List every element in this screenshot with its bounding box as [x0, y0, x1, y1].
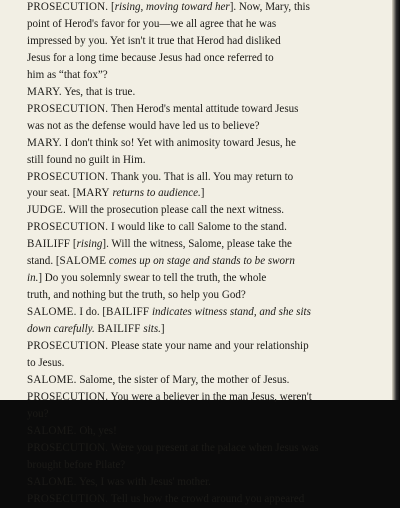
- text-line: [27, 457, 382, 474]
- stage-direction: in.: [27, 272, 39, 285]
- dialogue-text-column: [27, 0, 382, 508]
- text-line: [27, 321, 382, 338]
- text-line: [27, 474, 382, 491]
- dialogue-text: ] Do you solemnly swear to tell the truth, the whole: [38, 272, 267, 285]
- dialogue-text: Will the prosecution please call the next witness.: [65, 204, 285, 217]
- text-line: [27, 219, 382, 236]
- dialogue-text: point of Herod's favor for you—we all agree that he was: [27, 17, 277, 30]
- dialogue-text: brought before Pilate?: [27, 458, 126, 471]
- speaker-name: PROSECUTION.: [27, 221, 109, 234]
- speaker-name: BAILIFF: [27, 238, 71, 251]
- dialogue-paragraph: [27, 372, 382, 389]
- speaker-name: PROSECUTION.: [27, 1, 109, 13]
- dialogue-text: Thank you. That is all. You may return to: [108, 170, 294, 183]
- text-line: [27, 185, 382, 202]
- text-line: [27, 135, 382, 152]
- dialogue-text: Yes, that is true.: [61, 85, 136, 98]
- dialogue-text: Jesus for a long time because Jesus had once referred to: [27, 51, 274, 64]
- dialogue-paragraph: [27, 236, 382, 304]
- text-line: [27, 338, 382, 355]
- stage-direction: sits.: [143, 323, 161, 336]
- dialogue-paragraph: [27, 423, 382, 440]
- text-line: [27, 16, 382, 33]
- dialogue-text: Oh, yes!: [76, 424, 117, 437]
- text-line: [27, 84, 382, 101]
- dialogue-paragraph: [27, 219, 382, 236]
- text-line: [27, 169, 382, 186]
- speaker-name: JUDGE.: [27, 204, 66, 217]
- speaker-name: SALOME.: [27, 373, 77, 386]
- text-line: [27, 440, 382, 457]
- stage-direction: down carefully.: [27, 323, 95, 336]
- text-line: [27, 118, 382, 135]
- dialogue-text: Salome, the sister of Mary, the mother of Jesus.: [76, 373, 290, 386]
- text-line: [27, 236, 382, 253]
- text-line: [27, 253, 382, 270]
- speaker-name: SALOME: [59, 255, 107, 268]
- text-line: [27, 287, 382, 304]
- speaker-name: MARY: [76, 187, 110, 200]
- dialogue-text: to Jesus.: [27, 357, 65, 370]
- dialogue-paragraph: [27, 304, 382, 338]
- text-line: [27, 372, 382, 389]
- dialogue-paragraph: [27, 169, 382, 203]
- dialogue-text: still found no guilt in Him.: [27, 153, 146, 166]
- text-line: [27, 0, 382, 16]
- text-line: [27, 304, 382, 321]
- stage-direction: returns to audience.: [112, 187, 201, 200]
- dialogue-text: Were you present at the palace when Jesus was: [108, 441, 319, 454]
- dialogue-text: you?: [27, 407, 49, 420]
- speaker-name: PROSECUTION.: [27, 170, 109, 183]
- dialogue-text: Yes, I was with Jesus' mother.: [76, 475, 211, 488]
- dialogue-text: impressed by you. Yet isn't it true that Herod had disliked: [27, 34, 281, 47]
- dialogue-text: Tell us how the crowd around you appeared: [108, 492, 305, 505]
- dialogue-text: stand. [: [27, 255, 60, 268]
- speaker-name: SALOME.: [27, 306, 77, 319]
- dialogue-text: I don't think so! Yet with animosity toward Jesus, he: [61, 136, 296, 149]
- text-line: [27, 491, 382, 508]
- dialogue-paragraph: [27, 474, 382, 491]
- dialogue-paragraph: [27, 84, 382, 101]
- dialogue-text: ]: [200, 187, 205, 200]
- dialogue-paragraph: [27, 202, 382, 219]
- dialogue-text: ]. Will the witness, Salome, please take the: [102, 238, 292, 251]
- text-line: [27, 423, 382, 440]
- text-line: [27, 406, 382, 423]
- text-line: [27, 152, 382, 169]
- dialogue-paragraph: [27, 440, 382, 474]
- speaker-name: PROSECUTION.: [27, 441, 109, 454]
- stage-direction: rising, moving toward her: [114, 1, 230, 13]
- dialogue-text: I would like to call Salome to the stand.: [108, 221, 287, 234]
- text-line: [27, 389, 382, 406]
- stage-direction: comes up on stage and stands to be sworn: [108, 255, 295, 268]
- text-line: [27, 67, 382, 84]
- text-line: [27, 202, 382, 219]
- speaker-name: BAILIFF: [97, 323, 141, 336]
- dialogue-paragraph: [27, 101, 382, 135]
- stage-direction: rising: [76, 238, 103, 251]
- speaker-name: SALOME.: [27, 475, 77, 488]
- page-edge-shadow: [392, 0, 400, 400]
- text-line: [27, 355, 382, 372]
- speaker-name: MARY.: [27, 136, 62, 149]
- text-line: [27, 50, 382, 67]
- dialogue-paragraph: [27, 0, 382, 84]
- dialogue-text: your seat. [: [27, 187, 77, 200]
- speaker-name: MARY.: [27, 85, 62, 98]
- dialogue-text: ]. Now, Mary, this: [229, 1, 310, 13]
- dialogue-text: Please state your name and your relationship: [108, 340, 309, 353]
- speaker-name: BAILIFF: [106, 306, 150, 319]
- text-line: [27, 101, 382, 118]
- dialogue-paragraph: [27, 338, 382, 372]
- speaker-name: PROSECUTION.: [27, 492, 109, 505]
- dialogue-text: [: [70, 238, 77, 251]
- dialogue-text: him as “that fox”?: [27, 68, 108, 81]
- speaker-name: PROSECUTION.: [27, 390, 109, 403]
- dialogue-paragraph: [27, 491, 382, 508]
- dialogue-text: was not as the defense would have led us to believe?: [27, 119, 260, 132]
- dialogue-text: [: [108, 1, 115, 13]
- speaker-name: PROSECUTION.: [27, 102, 109, 115]
- dialogue-text: truth, and nothing but the truth, so help you God?: [27, 289, 246, 302]
- dialogue-paragraph: [27, 135, 382, 169]
- dialogue-paragraph: [27, 389, 382, 423]
- stage-direction: indicates witness stand, and she sits: [151, 306, 311, 319]
- text-line: [27, 270, 382, 287]
- dialogue-text: Then Herod's mental attitude toward Jesus: [108, 102, 299, 115]
- dialogue-text: I do. [: [76, 306, 107, 319]
- dialogue-text: ]: [160, 323, 165, 336]
- dialogue-text: You were a believer in the man Jesus, weren't: [108, 390, 312, 403]
- speaker-name: PROSECUTION.: [27, 340, 109, 353]
- text-line: [27, 33, 382, 50]
- speaker-name: SALOME.: [27, 424, 77, 437]
